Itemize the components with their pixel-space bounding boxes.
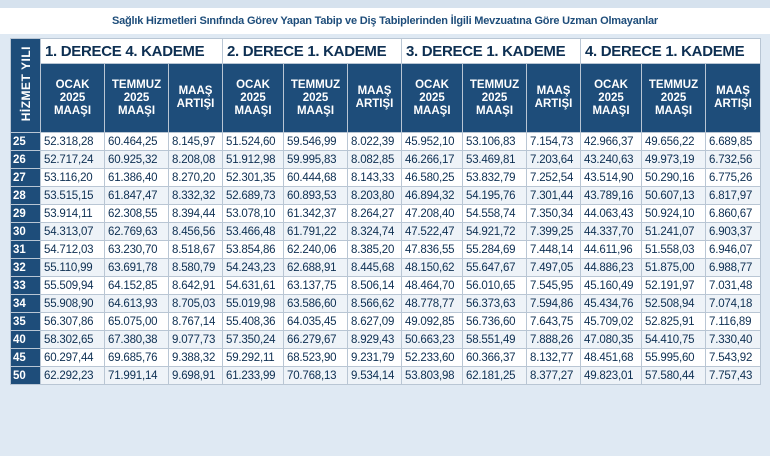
sub-header-cell	[581, 64, 642, 133]
salary-cell: 59.995,83	[284, 151, 348, 169]
service-year-cell: 32	[11, 259, 41, 277]
salary-cell: 47.836,55	[402, 241, 463, 259]
salary-cell: 9.388,32	[169, 349, 223, 367]
salary-cell: 7.154,73	[527, 133, 581, 151]
sub-header-line: 2025	[59, 91, 86, 104]
sub-header-line: 2025	[123, 91, 150, 104]
service-year-cell: 50	[11, 367, 41, 385]
salary-cell: 61.847,47	[105, 187, 169, 205]
salary-cell: 8.506,14	[348, 277, 402, 295]
salary-cell: 62.240,06	[284, 241, 348, 259]
salary-cell: 44.337,70	[581, 223, 642, 241]
service-year-label: HİZMET YILI	[18, 46, 33, 122]
salary-cell: 7.203,64	[527, 151, 581, 169]
salary-cell: 45.952,10	[402, 133, 463, 151]
service-year-cell: 31	[11, 241, 41, 259]
salary-cell: 7.888,26	[527, 331, 581, 349]
salary-cell: 8.203,80	[348, 187, 402, 205]
salary-cell: 7.252,54	[527, 169, 581, 187]
sub-header-line: 2025	[598, 91, 624, 104]
sub-header-line: 2025	[302, 91, 329, 104]
salary-cell: 8.566,62	[348, 295, 402, 313]
sub-header-line: MAAŞ	[178, 85, 213, 97]
salary-cell: 8.580,79	[169, 259, 223, 277]
salary-cell: 63.586,60	[284, 295, 348, 313]
group-header: 4. DERECE 1. KADEME	[581, 39, 761, 64]
bottom-strip	[0, 440, 770, 456]
salary-cell: 7.594,86	[527, 295, 581, 313]
sub-header-cell	[348, 64, 402, 133]
salary-cell: 8.642,91	[169, 277, 223, 295]
salary-cell: 8.082,85	[348, 151, 402, 169]
salary-cell: 66.279,67	[284, 331, 348, 349]
salary-cell: 8.445,68	[348, 259, 402, 277]
salary-cell: 58.551,49	[463, 331, 527, 349]
salary-cell: 45.709,02	[581, 313, 642, 331]
salary-cell: 8.264,27	[348, 205, 402, 223]
salary-cell: 63.230,70	[105, 241, 169, 259]
salary-cell: 51.875,00	[642, 259, 706, 277]
salary-cell: 54.631,61	[223, 277, 284, 295]
service-year-cell: 25	[11, 133, 41, 151]
salary-cell: 7.643,75	[527, 313, 581, 331]
salary-cell: 51.558,03	[642, 241, 706, 259]
salary-cell: 55.408,36	[223, 313, 284, 331]
sub-header-line: MAAŞ	[716, 85, 750, 97]
table-row	[11, 277, 761, 295]
salary-cell: 53.854,86	[223, 241, 284, 259]
service-year-cell: 35	[11, 313, 41, 331]
group-header: 2. DERECE 1. KADEME	[223, 39, 402, 64]
salary-cell: 8.332,32	[169, 187, 223, 205]
salary-cell: 8.270,20	[169, 169, 223, 187]
salary-cell: 67.380,38	[105, 331, 169, 349]
salary-cell: 54.195,76	[463, 187, 527, 205]
sub-header-line: ARTIŞI	[176, 98, 215, 110]
salary-cell: 53.914,11	[41, 205, 105, 223]
salary-cell: 52.301,35	[223, 169, 284, 187]
sub-header-line: 2025	[419, 91, 445, 104]
sub-header-line: MAAŞI	[592, 104, 630, 117]
salary-cell: 44.063,43	[581, 205, 642, 223]
sub-header-row	[11, 64, 761, 133]
table-subtitle: Sağlık Hizmetleri Sınıfında Görev Yapan Tabip ve Diş Tabiplerinden İlgili Mevzuatına Göre Uzman Olmayanlar	[0, 8, 770, 34]
salary-cell: 56.010,65	[463, 277, 527, 295]
salary-cell: 59.292,11	[223, 349, 284, 367]
sub-header-cell	[223, 64, 284, 133]
salary-cell: 62.181,25	[463, 367, 527, 385]
service-year-cell: 30	[11, 223, 41, 241]
table-row	[11, 205, 761, 223]
salary-cell: 55.509,94	[41, 277, 105, 295]
salary-cell: 47.522,47	[402, 223, 463, 241]
group-header: 1. DERECE 4. KADEME	[41, 39, 223, 64]
sub-header-cell	[706, 64, 761, 133]
salary-cell: 53.116,20	[41, 169, 105, 187]
salary-cell: 7.757,43	[706, 367, 761, 385]
sub-header-line: MAAŞI	[117, 104, 156, 117]
salary-cell: 53.832,79	[463, 169, 527, 187]
sub-header-line: ARTIŞI	[534, 98, 573, 110]
salary-cell: 49.973,19	[642, 151, 706, 169]
service-year-header	[11, 39, 41, 133]
salary-cell: 8.929,43	[348, 331, 402, 349]
salary-cell: 55.019,98	[223, 295, 284, 313]
salary-cell: 8.143,33	[348, 169, 402, 187]
salary-cell: 54.410,75	[642, 331, 706, 349]
salary-cell: 62.292,23	[41, 367, 105, 385]
service-year-cell: 28	[11, 187, 41, 205]
table-row	[11, 241, 761, 259]
salary-cell: 6.817,97	[706, 187, 761, 205]
salary-cell: 52.825,91	[642, 313, 706, 331]
sub-header-line: MAAŞI	[475, 104, 514, 117]
salary-cell: 8.324,74	[348, 223, 402, 241]
salary-cell: 49.092,85	[402, 313, 463, 331]
sub-header-line: TEMMUZ	[648, 78, 699, 91]
salary-cell: 55.995,60	[642, 349, 706, 367]
salary-cell: 64.152,85	[105, 277, 169, 295]
salary-table	[10, 38, 761, 385]
salary-cell: 69.685,76	[105, 349, 169, 367]
salary-cell: 61.386,40	[105, 169, 169, 187]
sub-header-line: MAAŞ	[536, 85, 571, 97]
salary-cell: 52.689,73	[223, 187, 284, 205]
salary-cell: 57.350,24	[223, 331, 284, 349]
sub-header-line: ARTIŞI	[355, 98, 394, 110]
sub-header-cell	[402, 64, 463, 133]
salary-cell: 51.524,60	[223, 133, 284, 151]
salary-cell: 6.775,26	[706, 169, 761, 187]
salary-cell: 50.290,16	[642, 169, 706, 187]
sub-header-cell	[642, 64, 706, 133]
sub-header-line: OCAK	[236, 78, 270, 91]
table-row	[11, 313, 761, 331]
salary-cell: 49.656,22	[642, 133, 706, 151]
salary-cell: 53.106,83	[463, 133, 527, 151]
salary-cell: 54.921,72	[463, 223, 527, 241]
salary-cell: 46.266,17	[402, 151, 463, 169]
salary-table-body	[11, 133, 761, 385]
table-row	[11, 295, 761, 313]
salary-cell: 8.456,56	[169, 223, 223, 241]
sub-header-line: OCAK	[415, 78, 449, 91]
sub-header-line: MAAŞ	[357, 85, 392, 97]
table-row	[11, 367, 761, 385]
salary-cell: 9.077,73	[169, 331, 223, 349]
salary-cell: 53.466,48	[223, 223, 284, 241]
salary-cell: 47.080,35	[581, 331, 642, 349]
salary-cell: 7.031,48	[706, 277, 761, 295]
sub-header-cell	[284, 64, 348, 133]
top-strip	[0, 0, 770, 8]
salary-table-wrapper	[10, 38, 770, 385]
salary-cell: 50.924,10	[642, 205, 706, 223]
table-row	[11, 187, 761, 205]
salary-cell: 48.451,68	[581, 349, 642, 367]
salary-cell: 62.688,91	[284, 259, 348, 277]
salary-cell: 7.448,14	[527, 241, 581, 259]
salary-cell: 62.769,63	[105, 223, 169, 241]
salary-cell: 55.647,67	[463, 259, 527, 277]
salary-cell: 56.307,86	[41, 313, 105, 331]
service-year-cell: 40	[11, 331, 41, 349]
salary-cell: 50.607,13	[642, 187, 706, 205]
salary-cell: 8.208,08	[169, 151, 223, 169]
salary-cell: 70.768,13	[284, 367, 348, 385]
sub-header-line: TEMMUZ	[290, 78, 341, 91]
sub-header-line: MAAŞI	[234, 104, 272, 117]
salary-cell: 60.893,53	[284, 187, 348, 205]
salary-cell: 6.860,67	[706, 205, 761, 223]
salary-cell: 53.515,15	[41, 187, 105, 205]
service-year-cell: 34	[11, 295, 41, 313]
salary-cell: 8.385,20	[348, 241, 402, 259]
salary-cell: 8.705,03	[169, 295, 223, 313]
table-row	[11, 133, 761, 151]
salary-cell: 9.534,14	[348, 367, 402, 385]
sub-header-cell	[169, 64, 223, 133]
salary-cell: 6.732,56	[706, 151, 761, 169]
salary-cell: 6.988,77	[706, 259, 761, 277]
salary-cell: 6.689,85	[706, 133, 761, 151]
sub-header-line: TEMMUZ	[111, 78, 162, 91]
salary-cell: 58.302,65	[41, 331, 105, 349]
salary-cell: 54.313,07	[41, 223, 105, 241]
salary-cell: 51.912,98	[223, 151, 284, 169]
table-row	[11, 223, 761, 241]
sub-header-line: MAAŞI	[413, 104, 451, 117]
service-year-cell: 27	[11, 169, 41, 187]
table-row	[11, 259, 761, 277]
salary-cell: 46.580,25	[402, 169, 463, 187]
salary-cell: 53.803,98	[402, 367, 463, 385]
sub-header-cell	[41, 64, 105, 133]
salary-cell: 61.233,99	[223, 367, 284, 385]
service-year-cell: 33	[11, 277, 41, 295]
sub-header-cell	[463, 64, 527, 133]
salary-cell: 48.778,77	[402, 295, 463, 313]
salary-cell: 52.318,28	[41, 133, 105, 151]
sub-header-line: TEMMUZ	[469, 78, 520, 91]
salary-cell: 52.508,94	[642, 295, 706, 313]
salary-cell: 52.233,60	[402, 349, 463, 367]
salary-cell: 43.789,16	[581, 187, 642, 205]
salary-cell: 57.580,44	[642, 367, 706, 385]
salary-cell: 60.297,44	[41, 349, 105, 367]
salary-cell: 7.543,92	[706, 349, 761, 367]
sub-header-line: OCAK	[594, 78, 628, 91]
sub-header-line: 2025	[660, 91, 687, 104]
salary-cell: 7.545,95	[527, 277, 581, 295]
salary-cell: 8.767,14	[169, 313, 223, 331]
service-year-cell: 26	[11, 151, 41, 169]
salary-cell: 7.330,40	[706, 331, 761, 349]
salary-cell: 8.518,67	[169, 241, 223, 259]
group-header: 3. DERECE 1. KADEME	[402, 39, 581, 64]
table-row	[11, 151, 761, 169]
salary-cell: 59.546,99	[284, 133, 348, 151]
salary-cell: 71.991,14	[105, 367, 169, 385]
sub-header-line: MAAŞI	[53, 104, 92, 117]
salary-cell: 7.301,44	[527, 187, 581, 205]
table-row	[11, 169, 761, 187]
salary-cell: 54.558,74	[463, 205, 527, 223]
salary-cell: 8.394,44	[169, 205, 223, 223]
sub-header-line: 2025	[481, 91, 508, 104]
salary-cell: 60.444,68	[284, 169, 348, 187]
salary-cell: 46.894,32	[402, 187, 463, 205]
salary-cell: 62.308,55	[105, 205, 169, 223]
salary-cell: 60.366,37	[463, 349, 527, 367]
salary-cell: 65.075,00	[105, 313, 169, 331]
salary-cell: 50.663,23	[402, 331, 463, 349]
salary-cell: 9.231,79	[348, 349, 402, 367]
sub-header-line: MAAŞI	[654, 104, 693, 117]
salary-cell: 47.208,40	[402, 205, 463, 223]
service-year-cell: 29	[11, 205, 41, 223]
salary-cell: 51.241,07	[642, 223, 706, 241]
salary-cell: 6.946,07	[706, 241, 761, 259]
salary-cell: 54.712,03	[41, 241, 105, 259]
salary-cell: 43.514,90	[581, 169, 642, 187]
salary-cell: 55.110,99	[41, 259, 105, 277]
salary-cell: 8.627,09	[348, 313, 402, 331]
salary-cell: 45.434,76	[581, 295, 642, 313]
salary-cell: 49.823,01	[581, 367, 642, 385]
salary-cell: 56.736,60	[463, 313, 527, 331]
salary-cell: 68.523,90	[284, 349, 348, 367]
sub-header-line: ARTIŞI	[714, 98, 752, 110]
table-row	[11, 331, 761, 349]
salary-cell: 44.886,23	[581, 259, 642, 277]
salary-cell: 60.925,32	[105, 151, 169, 169]
salary-cell: 8.377,27	[527, 367, 581, 385]
salary-cell: 53.078,10	[223, 205, 284, 223]
salary-cell: 43.240,63	[581, 151, 642, 169]
salary-cell: 55.908,90	[41, 295, 105, 313]
salary-cell: 44.611,96	[581, 241, 642, 259]
sub-header-cell	[527, 64, 581, 133]
sub-header-line: MAAŞI	[296, 104, 335, 117]
salary-cell: 7.399,25	[527, 223, 581, 241]
salary-cell: 55.284,69	[463, 241, 527, 259]
salary-cell: 6.903,37	[706, 223, 761, 241]
sub-header-cell	[105, 64, 169, 133]
salary-cell: 8.132,77	[527, 349, 581, 367]
salary-cell: 7.074,18	[706, 295, 761, 313]
salary-cell: 63.137,75	[284, 277, 348, 295]
salary-cell: 8.022,39	[348, 133, 402, 151]
service-year-cell: 45	[11, 349, 41, 367]
salary-cell: 42.966,37	[581, 133, 642, 151]
salary-cell: 53.469,81	[463, 151, 527, 169]
salary-cell: 48.150,62	[402, 259, 463, 277]
salary-cell: 45.160,49	[581, 277, 642, 295]
salary-cell: 64.613,93	[105, 295, 169, 313]
sub-header-line: 2025	[240, 91, 266, 104]
salary-cell: 7.497,05	[527, 259, 581, 277]
table-row	[11, 349, 761, 367]
salary-cell: 60.464,25	[105, 133, 169, 151]
salary-cell: 8.145,97	[169, 133, 223, 151]
salary-cell: 7.116,89	[706, 313, 761, 331]
sub-header-line: OCAK	[55, 78, 90, 91]
salary-cell: 61.791,22	[284, 223, 348, 241]
salary-cell: 54.243,23	[223, 259, 284, 277]
salary-cell: 48.464,70	[402, 277, 463, 295]
salary-cell: 56.373,63	[463, 295, 527, 313]
salary-cell: 52.717,24	[41, 151, 105, 169]
salary-cell: 52.191,97	[642, 277, 706, 295]
group-header-row	[11, 39, 761, 64]
salary-cell: 63.691,78	[105, 259, 169, 277]
salary-cell: 61.342,37	[284, 205, 348, 223]
salary-cell: 64.035,45	[284, 313, 348, 331]
salary-cell: 9.698,91	[169, 367, 223, 385]
salary-cell: 7.350,34	[527, 205, 581, 223]
